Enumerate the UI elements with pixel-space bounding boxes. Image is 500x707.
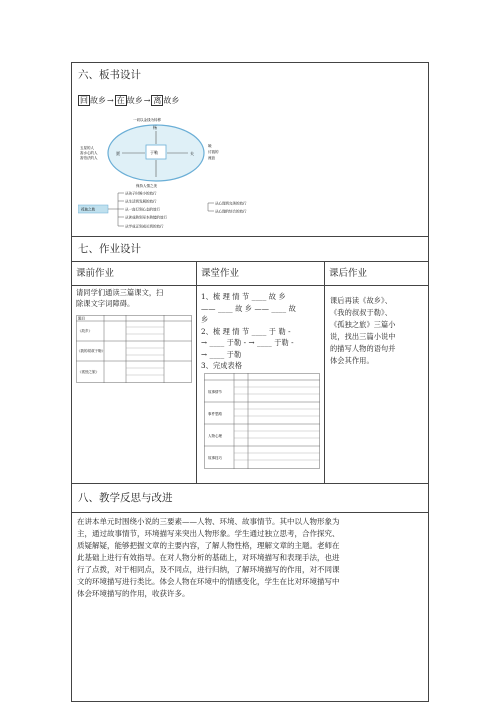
diagram-right-note: 讨钱的	[208, 150, 219, 154]
section6-title: 六、板书设计	[78, 69, 141, 81]
board-diagram	[78, 113, 278, 231]
reflection-line: 在讲本单元时围绕小说的三要素——人物、环境、故事情节。其中以人物形象为	[77, 517, 340, 526]
diagram-branch: 从孩子时候小的放行	[125, 191, 157, 196]
post-line: 说，找出三篇小说中	[330, 332, 396, 341]
diagram-branch: 从一直打到心态的放行	[125, 207, 160, 212]
diagram-right-note: 娥	[208, 144, 212, 148]
diagram-branches	[118, 191, 167, 229]
in-line: 乡	[201, 315, 209, 324]
in-table-label: 事件思路	[208, 412, 222, 416]
diagram-bottom-label: 保持人情之美	[136, 184, 157, 188]
in-line: —— ____ 故 乡 —— ____ 故	[201, 303, 296, 313]
header-in: 课堂作业	[201, 268, 240, 279]
diagram-left-note: 害怕法的人	[80, 156, 98, 160]
diagram-branch: 从读成熟到至本熟能的放行	[125, 215, 167, 220]
in-homework	[201, 291, 321, 372]
in-line: 2、梳 理 情 节 ____ 于 勒 -	[201, 326, 291, 336]
in-line: 3、完成表格	[201, 361, 243, 370]
diagram-top-label: 一切以金钱为转移	[133, 118, 161, 122]
section7-title: 七、作业设计	[78, 243, 141, 255]
board-text1: 故乡	[90, 96, 106, 105]
board-text3: 故乡	[163, 96, 180, 105]
reflection-line: 行了点拨，对于相同点，及不同点，进行归纳，了解环境描写的作用，对不同课	[77, 565, 340, 574]
post-line: 《孤独之旅》三篇小	[330, 320, 396, 329]
diagram-left-note: 害水心的人	[80, 151, 98, 155]
post-line: 课后再读《故乡》、	[330, 296, 392, 305]
arrow-icon: →	[107, 96, 114, 105]
reflection-line: 主，通过故事情节，环境描写来突出人物形象。学生通过独立思考，合作探究、	[77, 529, 340, 538]
reflection-line: 文的环境描写进行类比。体会人物在环境中的情感变化，学生在比对环境描写中	[77, 577, 340, 586]
pre-table-row: 《我的叔叔于勒》	[77, 349, 105, 353]
reflection-line: 体会环境描写的作用，收获许多。	[77, 589, 190, 598]
diagram-branch: 从学成正到成长到的放行	[125, 224, 164, 229]
reflection-line: 质疑解疑，能够把握文章的主要内容，了解人物性格，理解文章的主题。老师在	[77, 541, 340, 550]
board-box3: 离	[153, 96, 162, 105]
diagram-left-note: 五星的人	[80, 146, 94, 150]
reflection-line: 此基础上进行有效指导。在对人物分析的基础上，对环境描写和表现手法，也进	[77, 553, 340, 562]
diagram-right-node: 夫	[190, 151, 194, 156]
document-page	[71, 62, 429, 702]
in-line: → ____ 于勒 - → ____ 于勒 -	[201, 338, 294, 347]
diagram-right-line: 从心理的结合的放行	[215, 209, 247, 214]
pre-table-row: 《故乡》	[78, 329, 92, 333]
diagram-branch: 从生活到发展的放行	[125, 199, 157, 204]
post-line: 体会其作用。	[330, 356, 374, 365]
diagram-center-node: 于勒	[150, 150, 158, 155]
pre-line: 除课文字词障碍。	[76, 299, 135, 308]
in-line: 1、梳 理 情 节 ____ 故 乡	[201, 292, 286, 301]
pre-table	[76, 315, 192, 383]
section8-title: 八、教学反思与改进	[78, 492, 173, 504]
board-box2: 在	[116, 96, 125, 105]
post-homework	[330, 295, 426, 367]
reflection-text	[77, 516, 425, 600]
post-line: 《我的叔叔于勒》、	[330, 308, 392, 317]
pre-line: 请同学们通读三篇课文，扫	[76, 288, 164, 297]
diagram-right-line: 从心理到完美的放行	[215, 201, 247, 206]
header-post: 课后作业	[329, 268, 368, 279]
header-pre: 课前作业	[76, 268, 115, 279]
post-line: 的描写人物的语句并	[330, 344, 396, 353]
diagram-left-node: 贾	[116, 151, 120, 156]
in-line: → ____ 于勒	[201, 349, 242, 359]
diagram-tag: 孤独之旅	[81, 207, 95, 212]
in-table-label: 故事技巧	[208, 456, 222, 460]
board-text2: 故乡	[126, 96, 143, 105]
diagram-right-note: 流浪	[208, 156, 215, 160]
arrow-icon: →	[143, 96, 151, 105]
board-line	[78, 95, 179, 106]
in-table-label: 故事情节	[208, 390, 222, 394]
pre-table-head: 题目	[78, 316, 85, 321]
in-table-label: 人物心理	[208, 434, 222, 438]
board-box1: 回	[80, 96, 88, 105]
pre-homework	[76, 287, 194, 309]
in-table	[204, 373, 320, 469]
diagram-top-node: 杨	[153, 125, 157, 130]
pre-table-row: 《孤独之旅》	[78, 370, 99, 374]
